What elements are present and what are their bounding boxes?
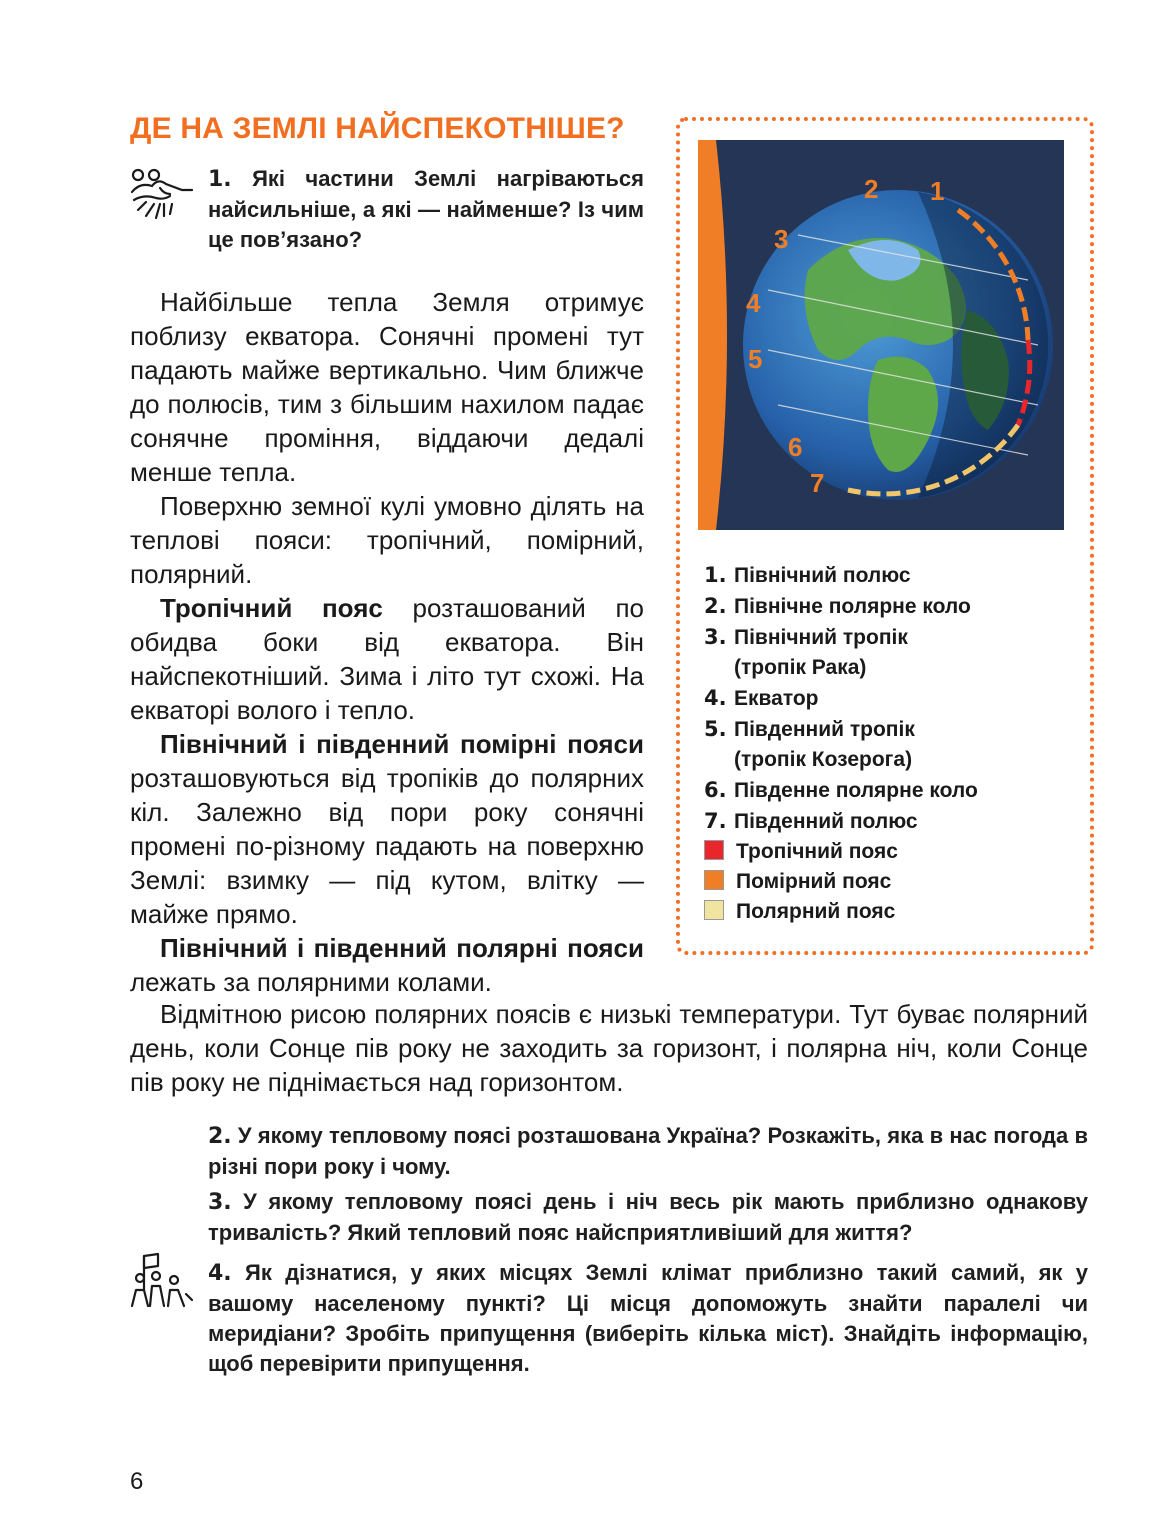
paragraph: Відмітною рисою полярних поясів є низькі температури. Тут буває полярний день, коли Сонце пів року не заходить за горизонт, і полярна ніч, коли Сонце пів року не піднімається над горизонтом. [130,999,1088,1097]
paragraph [130,727,644,931]
legend-label: Північний полюс [734,564,911,587]
zone-swatch [704,900,724,920]
legend-item [704,653,1084,683]
zone-label: Полярний пояс [736,900,896,923]
legend-item [704,775,1084,806]
legend-number: 6. [704,778,727,802]
paragraph [130,931,644,999]
question-text: Як дізнатися, у яких місцях Землі клімат приблизно такий самий, як у вашому населеному пункті? Ці місця допоможуть знайти паралелі чи меридіани? Зробіть припущення (виберіть кілька міст). Знайдіть інформацію, щоб перевірити припущення. [208,1260,1088,1376]
page-number: 6 [130,1468,144,1495]
legend-number: 1. [704,563,727,587]
globe-illustration [698,140,1064,530]
legend-label: Екватор [734,687,819,710]
question-4 [208,1258,1088,1379]
figure-number: 1 [930,176,945,206]
legend-number: 5. [704,717,727,741]
question-number: 4. [208,1261,232,1286]
question-text: У якому тепловому поясі день і ніч весь рік мають приблизно однакову тривалість? Який тепловий пояс найсприятливіший для життя? [208,1189,1088,1245]
legend-number: 2. [704,594,727,618]
legend-number: 7. [704,809,727,833]
wide-paragraph [130,997,1088,1099]
legend-number: 3. [704,625,727,649]
legend-label: Південний полюс [734,810,918,833]
legend-label: Північне полярне коло [734,595,971,618]
paragraph-text: розташовуються від тропіків до полярних кіл. Залежно від пори року сонячні промені по-різному падають на поверхню Землі: взимку — під кутом, влітку — майже прямо. [130,763,644,929]
group-research-icon [130,1250,194,1312]
body-text-column [130,285,644,999]
legend-item [704,591,1084,622]
question-number: 3. [208,1190,232,1215]
discussion-icon [130,166,194,226]
legend-label: Південний тропік [734,718,915,741]
zone-legend-item [704,897,1084,927]
legend-item [704,622,1084,653]
zone-swatch [704,870,724,890]
zone-label: Тропічний пояс [736,840,898,863]
legend-item [704,714,1084,745]
legend-item [704,806,1084,837]
question-3 [208,1187,1088,1248]
figure-number: 6 [788,432,803,462]
paragraph-text: лежать за полярними колами. [130,967,492,997]
section-title: ДЕ НА ЗЕМЛІ НАЙСПЕКОТНІШЕ? [130,112,625,145]
term-bold: Північний і південний полярні пояси [160,933,644,963]
legend-item [704,745,1084,775]
question-number: 1. [208,167,232,192]
question-1 [208,164,644,255]
paragraph: Найбільше тепла Земля отримує поблизу екватора. Сонячні промені тут падають майже вертикально. Чим ближче до полюсів, тим з більшим нахилом падає сонячне проміння, віддаючи дедалі менше тепла. [130,287,644,487]
question-2 [208,1121,1088,1182]
figure-number: 7 [810,468,825,498]
question-text: У якому тепловому поясі розташована Україна? Розкажіть, яка в нас погода в різні пори року і чому. [208,1123,1088,1179]
term-bold: Північний і південний помірні пояси [160,729,644,759]
figure-number: 3 [774,224,789,254]
legend-label: (тропік Рака) [734,656,867,679]
figure-number: 5 [748,344,763,374]
paragraph [130,591,644,727]
paragraph: Поверхню земної кулі умовно ділять на теплові пояси: тропічний, помірний, полярний. [130,491,644,589]
earth-zones-diagram [698,140,1064,530]
legend [704,560,1084,927]
legend-label: Північний тропік [734,626,908,649]
legend-label: (тропік Козерога) [734,748,913,771]
question-text: Які частини Землі нагріваються найсильніше, а які — найменше? Із чим це пов’язано? [208,166,644,252]
zone-label: Помірний пояс [736,870,892,893]
figure-number: 4 [746,288,761,318]
legend-label: Південне полярне коло [734,779,978,802]
zone-swatch [704,840,724,860]
figure-number: 2 [864,174,879,204]
term-bold: Тропічний пояс [160,593,383,623]
paragraph-text: розташований по обидва боки від екватора. Він найспекотніший. Зима і літо тут схожі. На екваторі волого і тепло. [130,593,644,725]
legend-item [704,683,1084,714]
legend-item [704,560,1084,591]
question-number: 2. [208,1124,232,1149]
zone-legend-item [704,867,1084,897]
sun-edge [698,140,727,530]
zone-legend-item [704,837,1084,867]
legend-number: 4. [704,686,727,710]
